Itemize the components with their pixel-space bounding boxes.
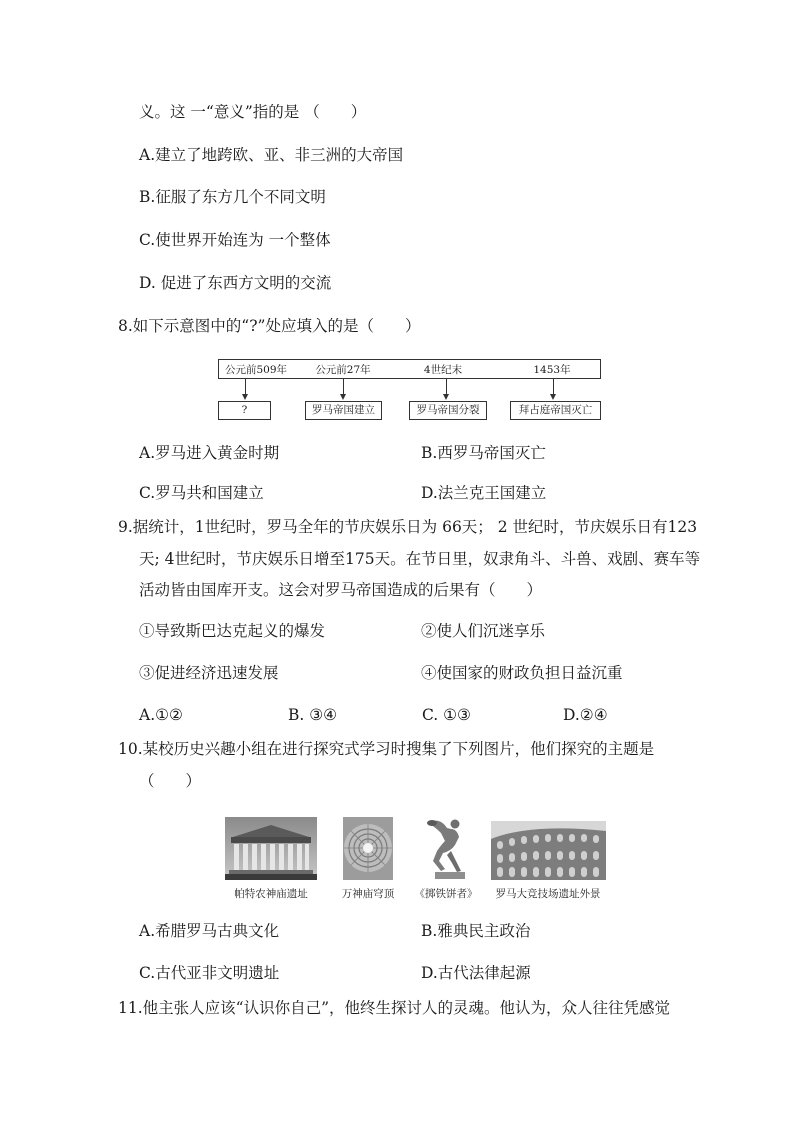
timeline-event-2: 罗马帝国建立	[305, 401, 382, 420]
q8-option-d: D.法兰克王国建立	[421, 484, 547, 502]
q9-item-3: ③促进经济迅速发展	[139, 664, 279, 682]
discobolus-image	[421, 815, 471, 882]
q9-stem-line-1: 9.据统计，1世纪时，罗马全年的节庆娱乐日为 66天； 2 世纪时，节庆娱乐日有123	[118, 518, 698, 536]
q8-option-b: B.西罗马帝国灭亡	[421, 444, 546, 462]
q10-option-b: B.雅典民主政治	[421, 922, 531, 940]
timeline-event-1: ?	[218, 401, 271, 420]
caption-colosseum: 罗马大竞技场遗址外景	[495, 888, 601, 900]
q8-option-a: A.罗马进入黄金时期	[139, 444, 280, 462]
q7-option-c: C.使世界开始连为 一个整体	[139, 231, 331, 249]
q10-stem-line-2: （ ）	[139, 772, 202, 790]
q10-option-d: D.古代法律起源	[421, 964, 531, 982]
timeline-arrow-3	[446, 379, 447, 395]
q9-item-1: ①导致斯巴达克起义的爆发	[139, 622, 326, 640]
q9-item-2: ②使人们沉迷享乐	[421, 622, 546, 640]
caption-discobolus: 《掷铁饼者》	[414, 888, 478, 900]
q11-stem-line-1: 11.他主张人应该“认识你自己”，他终生探讨人的灵魂。他认为，众人往往凭感觉	[118, 999, 671, 1017]
timeline-date-2: 公元前27年	[315, 364, 371, 376]
q9-option-a: A.①②	[139, 706, 183, 724]
q8-option-c: C.罗马共和国建立	[139, 484, 264, 502]
caption-pantheon: 万神庙穹顶	[341, 888, 395, 900]
timeline-event-3: 罗马帝国分裂	[409, 401, 487, 420]
parthenon-image	[225, 817, 317, 880]
q9-stem-line-2: 天; 4世纪时，节庆娱乐日增至175天。在节日里，奴隶角斗、斗兽、戏剧、赛车等	[139, 550, 701, 568]
q10-stem-line-1: 10.某校历史兴趣小组在进行探究式学习时搜集了下列图片，他们探究的主题是	[118, 740, 655, 758]
q9-stem-line-3: 活动皆由国库开支。这会对罗马帝国造成的后果有（ ）	[139, 581, 543, 599]
pantheon-dome-image	[343, 817, 393, 880]
colosseum-image	[491, 821, 606, 880]
timeline-event-4: 拜占庭帝国灭亡	[510, 401, 601, 420]
q9-item-4: ④使国家的财政负担日益沉重	[421, 664, 623, 682]
timeline-arrow-4	[553, 379, 554, 395]
caption-parthenon: 帕特农神庙遗址	[234, 888, 308, 900]
q9-option-d: D.②④	[563, 706, 608, 724]
q9-option-c: C. ①③	[422, 706, 471, 724]
q8-stem: 8.如下示意图中的“?”处应填入的是（ ）	[118, 317, 421, 335]
timeline-date-3: 4世纪末	[423, 364, 463, 376]
q7-option-d: D. 促进了东西方文明的交流	[139, 274, 332, 292]
q10-option-c: C.古代亚非文明遗址	[139, 964, 280, 982]
q7-option-a: A.建立了地跨欧、亚、非三洲的大帝国	[139, 146, 404, 164]
timeline-date-1: 公元前509年	[224, 364, 288, 376]
q7-stem-continuation: 义。这 一“意义”指的是 （ ）	[139, 103, 367, 121]
timeline-date-4: 1453年	[533, 364, 571, 376]
timeline-arrow-2	[343, 379, 344, 395]
timeline-arrow-1	[245, 379, 246, 395]
q10-option-a: A.希腊罗马古典文化	[139, 922, 280, 940]
q9-option-b: B. ③④	[288, 706, 338, 724]
q7-option-b: B.征服了东方几个不同文明	[139, 188, 326, 206]
